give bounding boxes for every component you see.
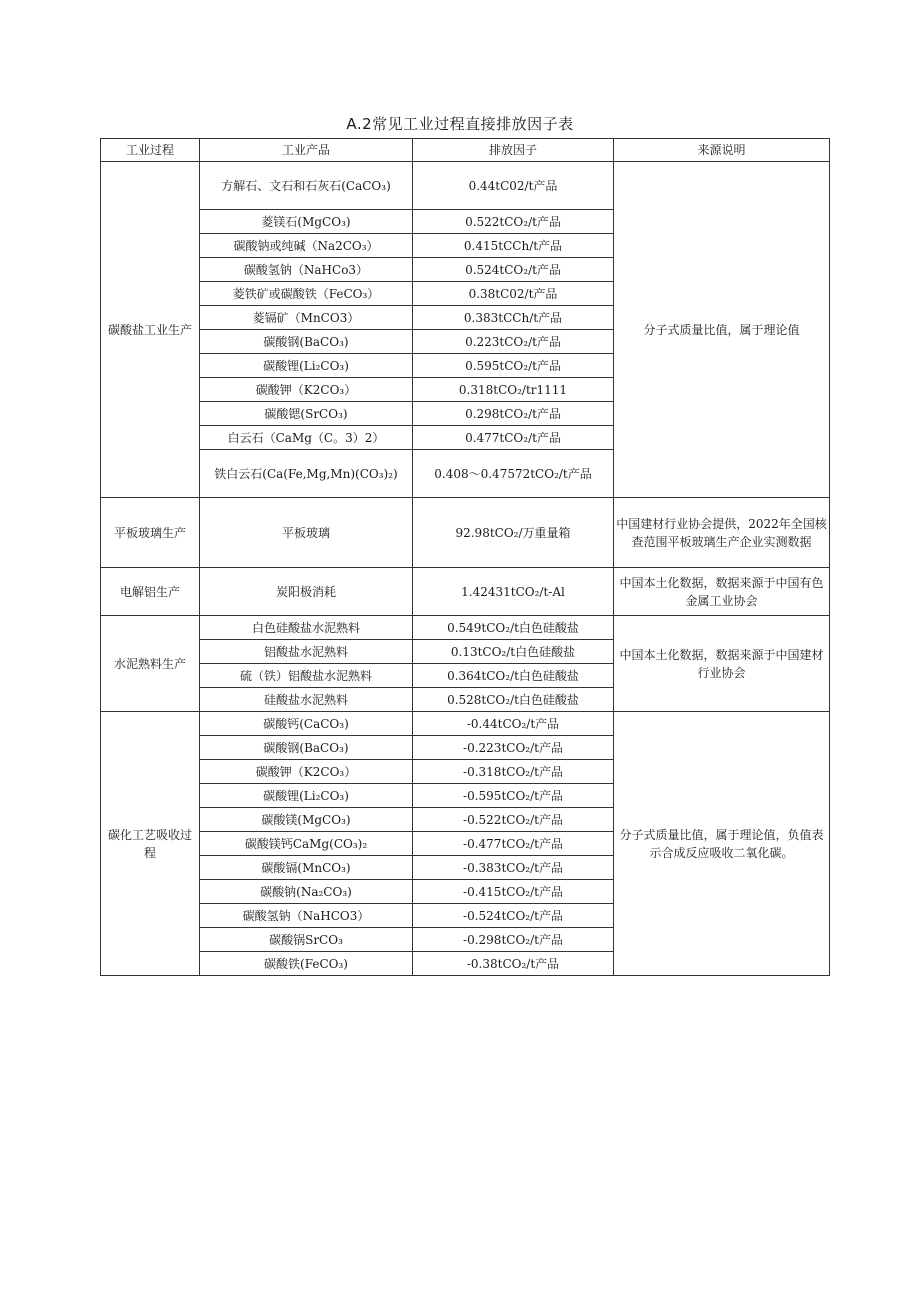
factor-cell: -0.522tCO₂/t产品 [413, 808, 614, 832]
product-cell: 白色硅酸盐水泥熟料 [200, 616, 413, 640]
factor-cell: 0.415tCCh/t产品 [413, 234, 614, 258]
source-cell: 分子式质量比值，属于理论值，负值表示合成反应吸收二氧化碳。 [614, 712, 830, 976]
product-cell: 碳酸锂(Li₂CO₃) [200, 784, 413, 808]
product-cell: 碳酸钾（K2CO₃） [200, 378, 413, 402]
factor-cell: -0.223tCO₂/t产品 [413, 736, 614, 760]
table-row [101, 616, 830, 640]
product-cell: 硅酸盐水泥熟料 [200, 688, 413, 712]
product-cell: 铝酸盐水泥熟料 [200, 640, 413, 664]
product-cell: 碳酸镁(MgCO₃) [200, 808, 413, 832]
page-title: A.2常见工业过程直接排放因子表 [346, 115, 574, 133]
factor-cell: -0.318tCO₂/t产品 [413, 760, 614, 784]
factor-cell: -0.38tCO₂/t产品 [413, 952, 614, 976]
factor-cell: -0.477tCO₂/t产品 [413, 832, 614, 856]
factor-cell: 92.98tCO₂/万重量箱 [413, 498, 614, 568]
product-cell: 白云石（CaMg（C。3）2） [200, 426, 413, 450]
source-cell: 分子式质量比值，属于理论值 [614, 162, 830, 498]
product-cell: 铁白云石(Ca(Fe,Mg,Mn)(CO₃)₂) [200, 450, 413, 498]
table-row [101, 568, 830, 616]
factor-cell: 0.408～0.47572tCO₂/t产品 [413, 450, 614, 498]
header-process: 工业过程 [101, 139, 200, 162]
product-cell: 碳酸钢(BaCO₃) [200, 330, 413, 354]
factor-cell: -0.298tCO₂/t产品 [413, 928, 614, 952]
product-cell: 碳酸镁钙CaMg(CO₃)₂ [200, 832, 413, 856]
product-cell: 菱镉矿（MnCO3） [200, 306, 413, 330]
product-cell: 硫（铁）铝酸盐水泥熟料 [200, 664, 413, 688]
table-row [101, 712, 830, 736]
source-cell: 中国本土化数据，数据来源于中国建材行业协会 [614, 616, 830, 712]
factor-cell: 0.528tCO₂/t白色硅酸盐 [413, 688, 614, 712]
process-cell: 水泥熟料生产 [101, 616, 200, 712]
factor-cell: 0.298tCO₂/t产品 [413, 402, 614, 426]
header-factor: 排放因子 [413, 139, 614, 162]
product-cell: 菱铁矿或碳酸铁（FeCO₃） [200, 282, 413, 306]
product-cell: 碳酸钾（K2CO₃） [200, 760, 413, 784]
table-row [101, 162, 830, 210]
header-row [101, 139, 830, 162]
factor-cell: 0.223tCO₂/t产品 [413, 330, 614, 354]
process-cell: 电解铝生产 [101, 568, 200, 616]
product-cell: 碳酸锅SrCO₃ [200, 928, 413, 952]
factor-cell: 0.595tCO₂/t产品 [413, 354, 614, 378]
process-cell: 碳酸盐工业生产 [101, 162, 200, 498]
product-cell: 碳酸钙(CaCO₃) [200, 712, 413, 736]
factor-cell: 0.38tC02/t产品 [413, 282, 614, 306]
product-cell: 碳酸钢(BaCO₃) [200, 736, 413, 760]
factor-cell: -0.44tCO₂/t产品 [413, 712, 614, 736]
product-cell: 碳酸氢钠（NaHCo3） [200, 258, 413, 282]
source-cell: 中国建材行业协会提供，2022年全国核查范围平板玻璃生产企业实测数据 [614, 498, 830, 568]
factor-cell: 0.13tCO₂/t白色硅酸盐 [413, 640, 614, 664]
factor-cell: -0.524tCO₂/t产品 [413, 904, 614, 928]
product-cell: 炭阳极消耗 [200, 568, 413, 616]
factor-cell: -0.595tCO₂/t产品 [413, 784, 614, 808]
product-cell: 碳酸钠或纯碱（Na2CO₃） [200, 234, 413, 258]
process-cell: 平板玻璃生产 [101, 498, 200, 568]
factor-cell: 0.549tCO₂/t白色硅酸盐 [413, 616, 614, 640]
product-cell: 菱镁石(MgCO₃) [200, 210, 413, 234]
factor-cell: 0.522tCO₂/t产品 [413, 210, 614, 234]
factor-cell: 0.318tCO₂/tr1111 [413, 378, 614, 402]
factor-cell: 0.524tCO₂/t产品 [413, 258, 614, 282]
product-cell: 方解石、文石和石灰石(CaCO₃) [200, 162, 413, 210]
product-cell: 碳酸钠(Na₂CO₃) [200, 880, 413, 904]
header-source: 来源说明 [614, 139, 830, 162]
factor-cell: 0.477tCO₂/t产品 [413, 426, 614, 450]
factor-cell: -0.383tCO₂/t产品 [413, 856, 614, 880]
source-cell: 中国本土化数据，数据来源于中国有色金属工业协会 [614, 568, 830, 616]
factor-cell: -0.415tCO₂/t产品 [413, 880, 614, 904]
process-cell: 碳化工艺吸收过程 [101, 712, 200, 976]
product-cell: 碳酸锶(SrCO₃) [200, 402, 413, 426]
factor-cell: 0.44tC02/t产品 [413, 162, 614, 210]
header-product: 工业产品 [200, 139, 413, 162]
factor-cell: 0.383tCCh/t产品 [413, 306, 614, 330]
table-row [101, 498, 830, 568]
product-cell: 碳酸镉(MnCO₃) [200, 856, 413, 880]
product-cell: 碳酸氢钠（NaHCO3） [200, 904, 413, 928]
factor-cell: 0.364tCO₂/t白色硅酸盐 [413, 664, 614, 688]
product-cell: 平板玻璃 [200, 498, 413, 568]
factor-cell: 1.42431tCO₂/t-Al [413, 568, 614, 616]
emission-factor-table [100, 138, 830, 976]
product-cell: 碳酸铁(FeCO₃) [200, 952, 413, 976]
product-cell: 碳酸锂(Li₂CO₃) [200, 354, 413, 378]
